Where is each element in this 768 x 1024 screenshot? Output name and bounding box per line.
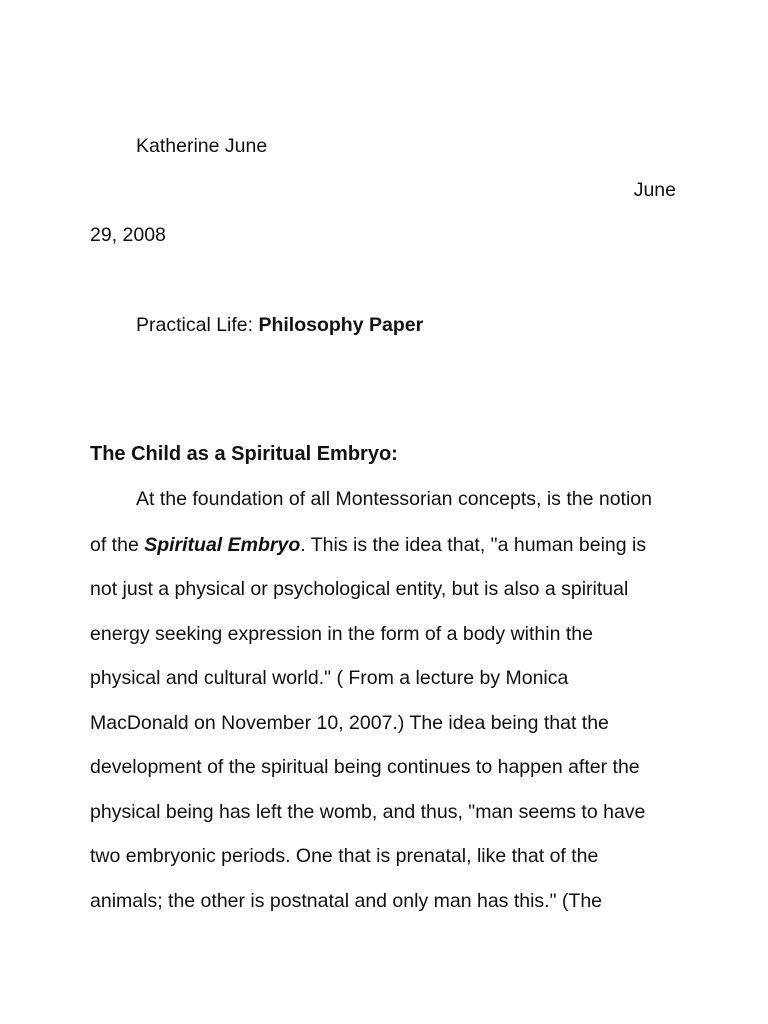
- author-name: Katherine June: [136, 135, 268, 157]
- paragraph-line-5: physical and cultural world." ( From a lecture by Monica: [90, 667, 569, 689]
- line-2-suffix: . This is the idea that, "a human being is: [300, 534, 647, 556]
- paragraph-line-1: At the foundation of all Montessorian concepts, is the notion: [136, 488, 652, 510]
- course-label: Practical Life:: [136, 314, 259, 336]
- paragraph-line-10: animals; the other is postnatal and only man has this." (The: [90, 890, 603, 912]
- paragraph-line-7: development of the spiritual being continues to happen after the: [90, 756, 640, 778]
- section-heading: The Child as a Spiritual Embryo:: [90, 443, 398, 465]
- date-day-year: 29, 2008: [90, 224, 166, 246]
- spiritual-embryo-term: Spiritual Embryo: [144, 534, 301, 556]
- paragraph-line-6: MacDonald on November 10, 2007.) The idea being that the: [90, 712, 609, 734]
- course-line: [136, 313, 423, 337]
- course-title: Philosophy Paper: [258, 314, 424, 336]
- date-month: June: [633, 179, 676, 201]
- paragraph-line-9: two embryonic periods. One that is prenatal, like that of the: [90, 845, 599, 867]
- paragraph-line-8: physical being has left the womb, and thus, "man seems to have: [90, 801, 646, 823]
- paragraph-line-2: [90, 533, 646, 557]
- paragraph-line-3: not just a physical or psychological entity, but is also a spiritual: [90, 578, 629, 600]
- line-2-prefix: of the: [90, 534, 145, 556]
- paragraph-line-4: energy seeking expression in the form of a body within the: [90, 623, 593, 645]
